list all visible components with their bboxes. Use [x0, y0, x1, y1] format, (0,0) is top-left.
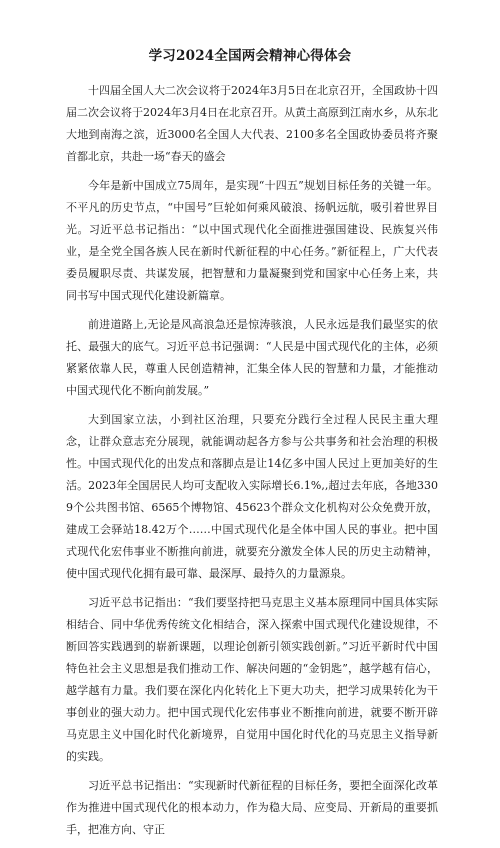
paragraph: 习近平总书记指出：“实现新时代新征程的目标任务，要把全面深化改革作为推进中国式现代化的根本动力，作为稳大局、应变局、开新局的重要抓手，把准方向、守正 — [66, 779, 438, 836]
paragraph: 今年是新中国成立75周年，是实现“十四五”规划目标任务的关键一年。不平凡的历史节点，“中国号”巨轮如何乘风破浪、扬帆远航，吸引着世界目光。习近平总书记指出：“以中国式现代化全面推进强国建设、民族复兴伟业，是全党全国各族人民在新时代新征程的中心任务。”新征程上，广大代表委员履职尽责、共谋发展，把智慧和力量凝聚到党和国家中心任务上来，共同书写中国式现代化建设新篇章。 — [66, 179, 438, 302]
paragraph: 十四届全国人大二次会议将于2024年3月5日在北京召开，全国政协十四届二次会议将于2024年3月4日在北京召开。从黄土高原到江南水乡，从东北大地到南海之滨，近3000名全国人大代表、2100多名全国政协委员将齐聚首都北京，共赴一场“春天的盛会 — [66, 84, 438, 163]
document-title: 学习2024全国两会精神心得体会 — [148, 48, 352, 64]
paragraph: 大到国家立法，小到社区治理，只要充分践行全过程人民民主重大理念，让群众意志充分展现，就能调动起各方参与公共事务和社会治理的积极性。中国式现代化的出发点和落脚点是让14亿多中国人民过上更加美好的生活。2023年全国居民人均可支配收入实际增长6.1%,,超过去年底，各地3309个公共图书馆、6565个博物馆、45623个群众文化机构对公众免费开放，建成工会驿站18.42万个……中国式现代化是全体中国人民的事业。把中国式现代化宏伟事业不断推向前进，就要充分激发全体人民的历史主动精神，使中国式现代化拥有最可靠、最深厚、最持久的力量源泉。 — [66, 413, 438, 580]
paragraph: 习近平总书记指出：“我们要坚持把马克思主义基本原理同中国具体实际相结合、同中华优秀传统文化相结合，深入探索中国式现代化建设规律，不断回答实践遇到的崭新课题，以理论创新引领实践创新。”习近平新时代中国特色社会主义思想是我们推动工作、解决问题的“金钥匙”，越学越有信心，越学越有力量。我们要在深化内化转化上下更大功夫，把学习成果转化为干事创业的强大动力。把中国式现代化宏伟事业不断推向前进，就要不断开辟马克思主义中国化时代化新境界，自觉用中国化时代化的马克思主义指导新的实践。 — [66, 596, 438, 763]
paragraph: 前进道路上,无论是风高浪急还是惊涛骇浪，人民永远是我们最坚实的依托、最强大的底气。习近平总书记强调：“人民是中国式现代化的主体，必须紧紧依靠人民，尊重人民创造精神，汇集全体人民的智慧和力量，才能推动中国式现代化不断向前发展。” — [66, 318, 438, 397]
document-body — [66, 80, 438, 848]
